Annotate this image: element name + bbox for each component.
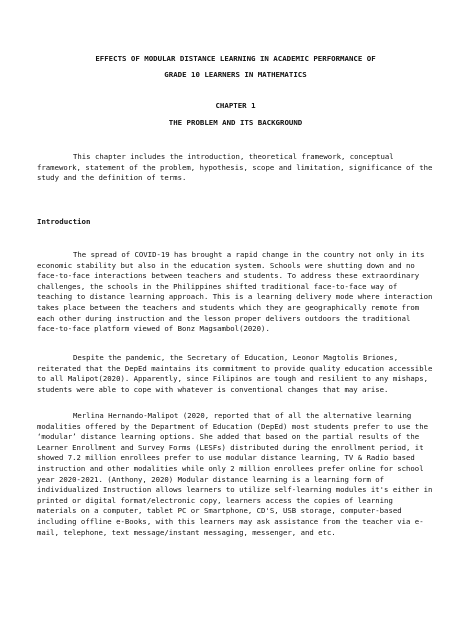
introduction-paragraph-1: The spread of COVID-19 has brought a rapid change in the country not only in its economic stability but also in the education system. Schools were shutting down and no face-to-face interactions between teachers and students. To address these extraordinary challenges, the schools in the Philippines shifted traditional face-to-face way of teaching to distance learning approach. This is a learning delivery mode where interaction takes place between the teachers and students which they are geographically remote from each other during instruction and the lesson proper delivers outdoors the traditional face-to-face platform viewed of Bonz Magsambol(2020). bbox=[37, 250, 433, 334]
introduction-paragraph-3: Merlina Hernando-Malipot (2020, reported that of all the alternative learning modalities offered by the Department of Education (DepEd) most students prefer to use the ‘modular’ distance learning options. She added that based on the partial results of the Learner Enrollment and Survey Forms (LESFs) distributed during the enrollment period, it showed 7.2 million enrollees prefer to use modular distance learning, TV & Radio based instruction and other modalities while only 2 million enrollees prefer online for school year 2020-2021. (Anthony, 2020) Modular distance learning is a learning form of individualized Instruction allows learners to utilize self-learning modules it's either in printed or digital format/electronic copy, learners access the copies of learning materials on a computer, tablet PC or Smartphone, CD'S, USB storage, computer-based including offline e-Books, with this learners may ask assistance from the teacher via e-mail, telephone, text message/instant messaging, messenger, and etc. bbox=[37, 411, 433, 537]
introduction-paragraph-2: Despite the pandemic, the Secretary of Education, Leonor Magtolis Briones, reiterated that the DepEd maintains its commitment to provide quality education accessible to all Malipot(2020). Apparently, since Filipinos are tough and resilient to any mishaps, students were able to cope with whatever is conventional changes that may arise. bbox=[37, 353, 433, 394]
chapter-title: THE PROBLEM AND ITS BACKGROUND bbox=[168, 118, 303, 127]
introduction-heading: Introduction bbox=[37, 217, 91, 226]
document-title-line-2: GRADE 10 LEARNERS IN MATHEMATICS bbox=[164, 70, 307, 79]
chapter-number: CHAPTER 1 bbox=[215, 101, 256, 110]
chapter-overview-paragraph: This chapter includes the introduction, theoretical framework, conceptual framework, statement of the problem, hypothesis, scope and limitation, significance of the study and the definition of terms. bbox=[37, 152, 433, 183]
document-title-line-1: EFFECTS OF MODULAR DISTANCE LEARNING IN ACADEMIC PERFORMANCE OF bbox=[95, 54, 376, 63]
